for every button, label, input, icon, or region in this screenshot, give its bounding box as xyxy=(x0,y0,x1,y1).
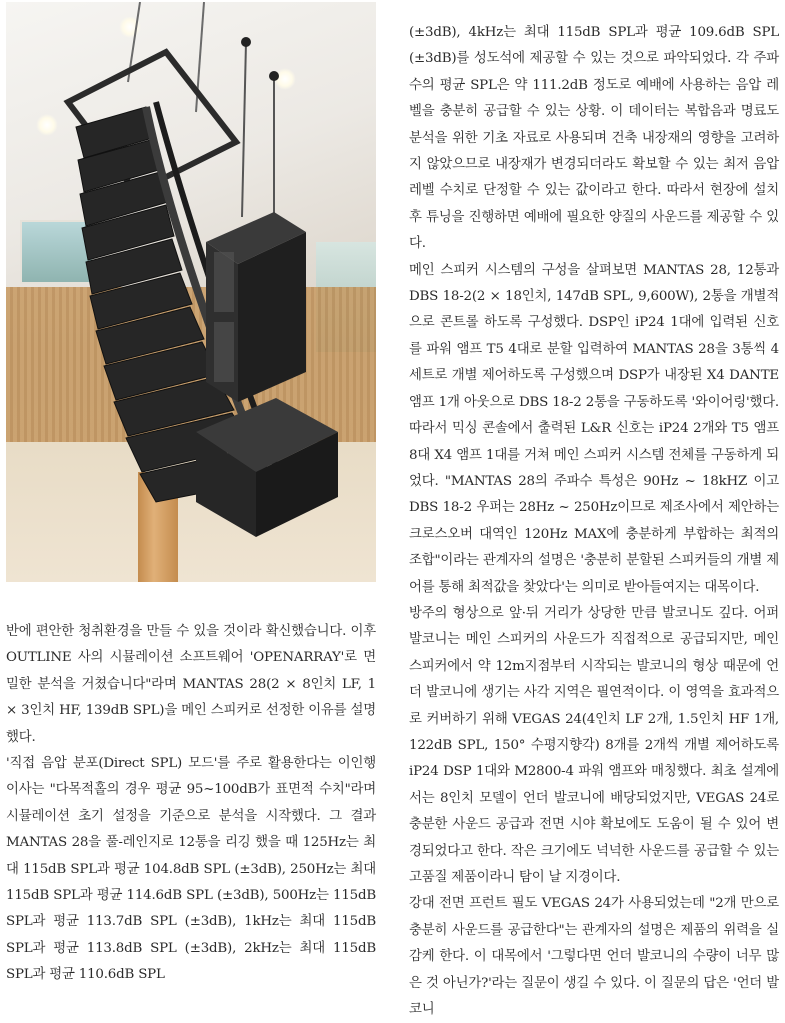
left-text-column xyxy=(6,619,376,989)
paragraph: 반에 편안한 청취환경을 만들 수 있을 것이라 확신했습니다. 이후 OUTLINE 사의 시뮬레이션 소프트웨어 'OPENARRAY'로 면밀한 분석을 거쳤습니다"라며 MANTAS 28(2 × 8인치 LF, 1 × 3인치 HF, 139dB SPL)을 메인 스피커로 선정한 이유를 설명했다. xyxy=(6,624,376,745)
paragraph: 강대 전면 프런트 필도 VEGAS 24가 사용되었는데 "2개 만으로 충분히 사운드를 공급한다"는 관계자의 설명은 제품의 위력을 실감케 한다. 이 대목에서 '그렇다면 언더 발코니의 수량이 너무 많은 것 아닌가?'라는 질문이 생길 수 있다. 이 질문의 답은 '언더 발코니 xyxy=(409,896,779,1018)
paragraph: 방주의 형상으로 앞·뒤 거리가 상당한 만큼 발코니도 깊다. 어퍼 발코니는 메인 스피커의 사운드가 직접적으로 공급되지만, 메인 스피커에서 약 12m지점부터 시작되는 발코니의 형상 때문에 언더 발코니에 생기는 사각 지역은 필연적이다. 이 영역을 효과적으로 커버하기 위해 VEGAS 24(4인치 LF 2개, 1.5인치 HF 1개, 122dB SPL, 150° 수평지향각) 8개를 2개씩 개별 제어하도록 iP24 DSP 1대와 M2800-4 파워 앰프와 매칭했다. 최초 설계에서는 8인치 모델이 언더 발코니에 배당되었지만, VEGAS 24로 충분한 사운드 공급과 전면 시야 확보에도 도움이 될 수 있어 변경되었다고 한다. 작은 크기에도 넉넉한 사운드를 공급할 수 있는 고품질 제품이라니 탐이 날 지경이다. xyxy=(409,605,779,885)
right-text-column xyxy=(409,20,779,1023)
paragraph: '직접 음압 분포(Direct SPL) 모드'를 주로 활용한다는 이인행 이사는 "다목적홀의 경우 평균 95~100dB가 표면적 수치"라며 시뮬레이션 초기 설정을 기준으로 분석을 시작했다. 그 결과 MANTAS 28을 풀-레인지로 12통을 리깅 했을 때 125Hz는 최대 115dB SPL과 평균 104.8dB SPL (±3dB), 250Hz는 최대 115dB SPL과 평균 114.6dB SPL (±3dB), 500Hz는 115dB SPL과 평균 113.7dB SPL (±3dB), 1kHz는 최대 115dB SPL과 평균 113.8dB SPL (±3dB), 2kHz는 최대 115dB SPL과 평균 110.6dB SPL xyxy=(6,756,376,983)
paragraph: (±3dB), 4kHz는 최대 115dB SPL과 평균 109.6dB SPL (±3dB)를 성도석에 제공할 수 있는 것으로 파악되었다. 각 주파수의 평균 SPL은 약 111.2dB 정도로 예배에 사용하는 음압 레벨을 충분히 공급할 수 있는 상황. 이 데이터는 복합음과 명료도 분석을 위한 기초 자료로 사용되며 건축 내장재의 영향을 고려하지 않았으므로 내장재가 변경되더라도 확보할 수 있는 최저 음압 레벨 수치로 단정할 수 있는 값이라고 한다. 따라서 현장에 설치 후 튜닝을 진행하면 예배에 필요한 양질의 사운드를 제공할 수 있다. xyxy=(409,25,779,252)
paragraph: 메인 스피커 시스템의 구성을 살펴보면 MANTAS 28, 12통과 DBS 18-2(2 × 18인치, 147dB SPL, 9,600W), 2통을 개별적으로 콘트롤 하도록 구성했다. DSP인 iP24 1대에 입력된 신호를 파워 앰프 T5 4대로 분할 입력하여 MANTAS 28을 3통씩 4세트로 개별 제어하도록 구성했으며 DSP가 내장된 X4 DANTE 앰프 1개 아웃으로 DBS 18-2 2통을 구동하도록 '와이어링'했다. 따라서 믹싱 콘솔에서 출력된 L&R 신호는 iP24 2개와 T5 앰프 8대 X4 앰프 1대를 거쳐 메인 스피커 시스템 전체를 구동하게 되었다. "MANTAS 28의 주파수 특성은 90Hz ~ 18kHZ 이고 DBS 18-2 우퍼는 28Hz ~ 250Hz이므로 제조사에서 제안하는 크로스오버 대역인 120Hz MAX에 충분하게 부합하는 최적의 조합"이라는 관계자의 설명은 '충분히 분할된 스피커들의 개별 제어를 통해 최적값을 찾았다'는 의미로 받아들여지는 대목이다. xyxy=(409,262,779,595)
line-array-speaker-icon xyxy=(6,2,376,582)
line-array-photo xyxy=(6,2,376,582)
